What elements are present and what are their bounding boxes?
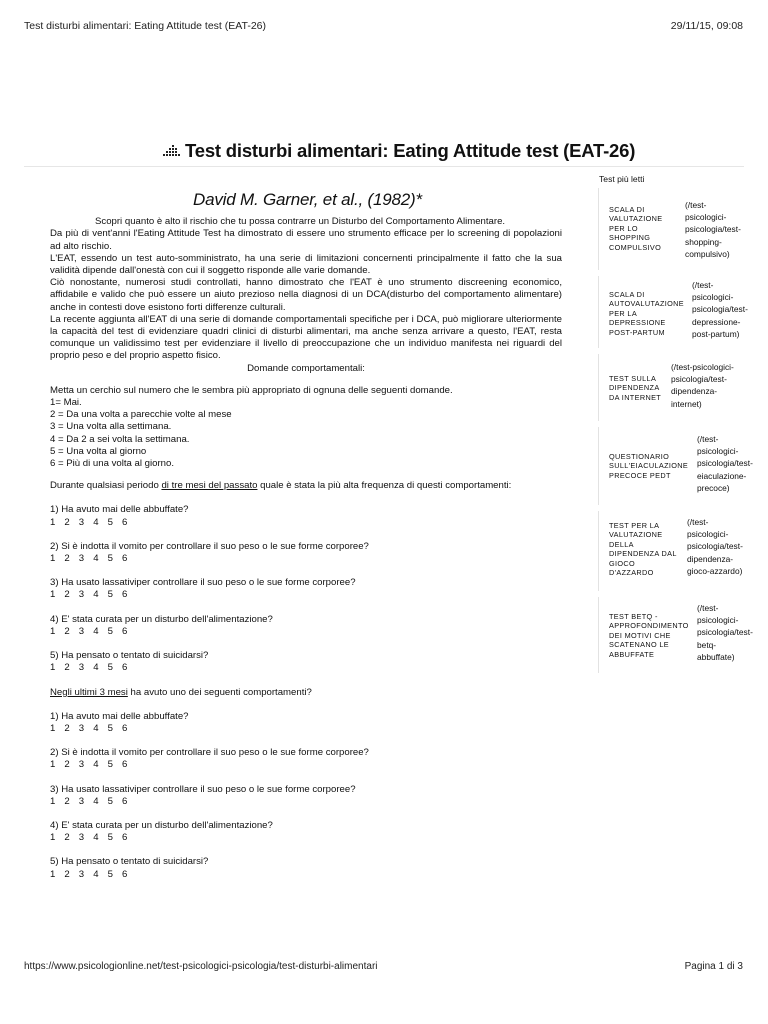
legend-item: 1= Mai. [50, 397, 82, 409]
question: 5) Ha pensato o tentato di suicidarsi? [50, 856, 209, 868]
intro-paragraph: L'EAT, essendo un test auto-somministrato, ha una serie di limitazioni concernenti principalmente il fatto che la sua validità dipende dall'onestà con cui il soggetto risponde alle varie domande. [50, 252, 562, 277]
chart-bars-icon [163, 141, 181, 155]
sidebar-item-name[interactable]: SCALA DI AUTOVALUTAZIONE PER LA DEPRESSIONE POST-PARTUM [609, 290, 684, 337]
legend-item: 6 = Più di una volta al giorno. [50, 458, 175, 470]
sidebar-item-name[interactable]: QUESTIONARIO SULL'EIACULAZIONE PRECOCE PEDT [609, 452, 689, 480]
question: 2) Si è indotta il vomito per controllare il suo peso o le sue forme corporee? [50, 540, 369, 552]
question: 1) Ha avuto mai delle abbuffate? [50, 504, 189, 516]
part2-lead: Negli ultimi 3 mesi ha avuto uno dei seguenti comportamenti? [50, 686, 312, 698]
part1-lead: Durante qualsiasi periodo di tre mesi del passato quale è stata la più alta frequenza di questi comportamenti: [50, 480, 512, 492]
question: 3) Ha usato lassativiper controllare il suo peso o le sue forme corporee? [50, 783, 356, 795]
legend-item: 4 = Da 2 a sei volta la settimana. [50, 433, 190, 445]
print-header-title: Test disturbi alimentari: Eating Attitude test (EAT-26) [24, 20, 266, 32]
question: 5) Ha pensato o tentato di suicidarsi? [50, 650, 209, 662]
page-title [163, 140, 663, 162]
sidebar-item-link[interactable]: (/test-psicologici- psicologia/test- dipendenza- internet) [671, 362, 734, 409]
page-title-text: Test disturbi alimentari: Eating Attitude test (EAT-26) [185, 140, 636, 161]
sidebar-item[interactable] [598, 511, 746, 591]
sidebar-item[interactable] [598, 276, 746, 348]
intro-lead: Scopri quanto è alto il rischio che tu possa contrarre un Disturbo del Comportamento Alimentare. [95, 216, 506, 228]
question: 4) E' stata curata per un disturbo dell'alimentazione? [50, 613, 273, 625]
sidebar-item-link[interactable]: (/test- psicologici- psicologia/test- dipendenza- gioco-azzardo) [687, 517, 743, 576]
question: 2) Si è indotta il vomito per controllare il suo peso o le sue forme corporee? [50, 747, 369, 759]
sidebar-item-link[interactable]: (/test- psicologici- psicologia/test- depressione- post-partum) [692, 280, 748, 339]
sidebar-item-name[interactable]: SCALA DI VALUTAZIONE PER LO SHOPPING COMPULSIVO [609, 205, 663, 252]
intro-paragraph: La recente aggiunta all'EAT di una serie di domande comportamentali specifiche per i DCA, può migliorare ulteriormente la capacità del test di evidenziare quadri clinici di disturbi alimentari, ma anche senza arrivare a questo, l'EAT, resta comunque un validissimo test per evidenziare il livello di preoccupazione che un individuo manifesta nei riguardi del proprio peso e del proprio aspetto fisico. [50, 313, 562, 362]
sidebar-item[interactable] [598, 597, 753, 673]
question: 1) Ha avuto mai delle abbuffate? [50, 710, 189, 722]
answer-scale[interactable]: 1 2 3 4 5 6 [50, 662, 131, 674]
sidebar-item-name[interactable]: TEST SULLA DIPENDENZA DA INTERNET [609, 374, 662, 402]
answer-scale[interactable]: 1 2 3 4 5 6 [50, 516, 131, 528]
legend-item: 5 = Una volta al giorno [50, 445, 147, 457]
sidebar-item[interactable] [598, 427, 753, 505]
underlined-phrase: di tre mesi del passato [161, 480, 258, 492]
sidebar-item-link[interactable]: (/test- psicologici- psicologia/test- shopping- compulsivo) [685, 200, 741, 259]
title-divider [24, 166, 744, 167]
intro-paragraph: Da più di vent'anni l'Eating Attitude Test ha dimostrato di essere uno strumento efficace per lo screening di popolazioni ad alto rischio. [50, 228, 562, 252]
question: 3) Ha usato lassativiper controllare il suo peso o le sue forme corporee? [50, 577, 356, 589]
print-footer-url: https://www.psicologionline.net/test-psicologici-psicologia/test-disturbi-alimentari [24, 961, 378, 972]
author-heading: David M. Garner, et al., (1982)* [193, 190, 422, 209]
answer-scale[interactable]: 1 2 3 4 5 6 [50, 795, 131, 807]
instruction: Metta un cerchio sul numero che le sembra più appropriato di ognuna delle seguenti domande. [50, 384, 453, 396]
sidebar-item[interactable] [598, 354, 746, 421]
answer-scale[interactable]: 1 2 3 4 5 6 [50, 832, 131, 844]
intro-paragraph: Ciò nonostante, numerosi studi controllati, hanno dimostrato che l'EAT è uno strumento discreening economico, affidabile e valido che può essere un aiuto prezioso nella diagnosi di un DCA(disturbo del comportamento alimentare) anche in contesti dove esistono forti differenze culturali. [50, 277, 562, 313]
underlined-phrase: Negli ultimi 3 mesi [50, 686, 128, 698]
sidebar-title: Test più letti [599, 174, 645, 184]
sidebar-item-link[interactable]: (/test- psicologici- psicologia/test- betq- abbuffate) [697, 603, 753, 662]
answer-scale[interactable]: 1 2 3 4 5 6 [50, 759, 131, 771]
answer-scale[interactable]: 1 2 3 4 5 6 [50, 625, 131, 637]
article-body [50, 190, 562, 881]
sidebar-item-name[interactable]: TEST PER LA VALUTAZIONE DELLA DIPENDENZA DAL GIOCO D'AZZARDO [609, 521, 677, 578]
sidebar-item-name[interactable]: TEST BETQ - APPROFONDIMENTO DEI MOTIVI CHE SCATENANO LE ABBUFFATE [609, 612, 689, 659]
legend-item: 2 = Da una volta a parecchie volte al mese [50, 409, 232, 421]
answer-scale[interactable]: 1 2 3 4 5 6 [50, 589, 131, 601]
most-read-tests [598, 188, 753, 679]
answer-scale[interactable]: 1 2 3 4 5 6 [50, 553, 131, 565]
answer-scale[interactable]: 1 2 3 4 5 6 [50, 868, 131, 880]
section-title: Domande comportamentali: [247, 362, 365, 374]
question: 4) E' stata curata per un disturbo dell'alimentazione? [50, 819, 273, 831]
print-footer-page: Pagina 1 di 3 [684, 961, 743, 972]
print-header-datetime: 29/11/15, 09:08 [670, 20, 743, 32]
sidebar-item[interactable] [598, 188, 746, 270]
legend-item: 3 = Una volta alla settimana. [50, 421, 172, 433]
answer-scale[interactable]: 1 2 3 4 5 6 [50, 722, 131, 734]
sidebar-item-link[interactable]: (/test- psicologici- psicologia/test- eiaculazione- precoce) [697, 434, 753, 493]
